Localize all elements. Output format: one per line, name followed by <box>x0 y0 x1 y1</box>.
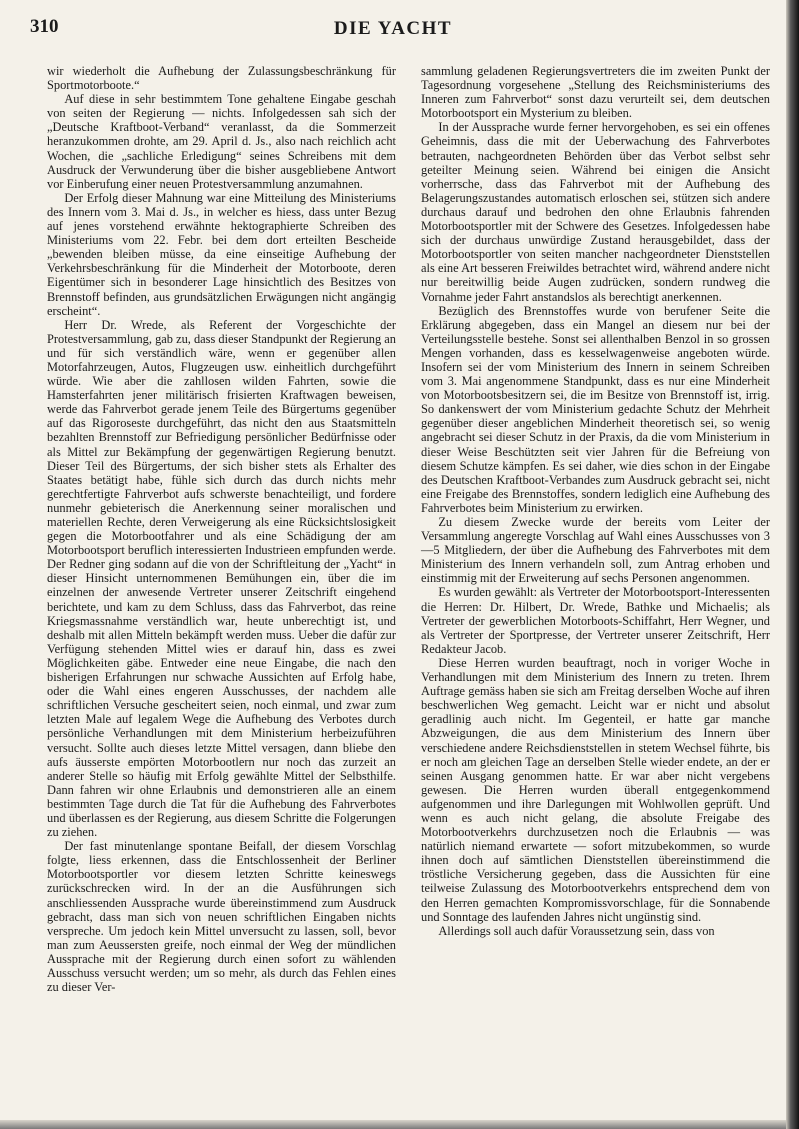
right-paragraph: Allerdings soll auch dafür Voraussetzung sein, dass von <box>438 923 715 938</box>
right-paragraph: Zu diesem Zwecke wurde der bereits vom Leiter der Versammlung angeregte Vorschlag auf Wahl eines Ausschusses von 3—5 Mitgliedern, der über die Aufhebung des Fahrverbotes mit dem Ministerium des Innern verhandeln soll, zum Antrag erhoben und einstimmig mit der Erweiterung auf sechs Personen angenommen. <box>421 515 770 586</box>
page-edge-shadow <box>786 0 799 1129</box>
running-head-title: DIE YACHT <box>333 18 453 39</box>
right-column <box>421 64 770 938</box>
left-paragraph: Herr Dr. Wrede, als Referent der Vorgeschichte der Protestversammlung, gab zu, dass dieser Standpunkt der Regierung an und für sich verständlich wäre, wenn er gegenüber allen Motorfahrzeugen, Autos, Flugzeugen usw. einheitlich durchgeführt würde. Wie aber die zahllosen wilden Fahrten, sowie die Hamsterfahrten jener militärisch frisierten Kraftwagen beweisen, werde das Fahrverbot gerade jenem Teile des Bürgertums gegenüber auf das Rigoroseste durchgeführt, das nicht den aus Staatsmitteln bezahlten Brennstoff zur Befriedigung persönlicher Bedürfnisse oder als Mittel zur Bekämpfung der gegenwärtigen Regierung benutzt. Dieser Teil des Bürgertums, der sich bisher stets als Erhalter des Staates betätigt habe, fühle sich durch das durch nichts mehr gerechtfertigte Fahrverbot aufs schwerste benachteiligt, und fordere nunmehr gebieterisch die Anerkennung seiner moralischen und materiellen Rechte, deren Verweigerung als eine Rücksichtslosigkeit gegen die Motorbootfahrer und als eine Schädigung der am Motorbootsport beruflich interessierten Industrieen empfunden werde. Der Redner ging sodann auf die von der Schriftleitung der „Yacht“ in dieser Hinsicht unternommenen Bemühungen ein, über die im einzelnen der anwesende Vertreter unserer Zeitschrift eingehend berichtete, und kam zu dem Schluss, dass das Fahrverbot, das reine Kriegsmassnahme verständlich war, heute unberechtigt ist, und deshalb mit allen Mitteln bekämpft werden muss. Ueber die dafür zur Verfügung stehenden Mittel wies er darauf hin, dass es zwei Möglichkeiten gäbe. Entweder eine neue Eingabe, die nach den bisherigen Erfahrungen nur schwache Aussichten auf Erfolg habe, oder die Wahl eines engeren Ausschusses, der nachdem alle schriftlichen Versuche gescheitert seien, noch einmal, und zwar zum letzten Male auf legalem Wege die Aufhebung des Verbotes durch persönliche Verhandlungen mit dem Ministerium herbeizuführen versucht. Sollte auch dieses letzte Mittel versagen, dann bliebe den aufs äusserste empörten Motorbootlern nur noch das zurzeit an anderer Stelle so häufig mit Erfolg gewählte Mittel der Selbsthilfe. Dann fahren wir ohne Erlaubnis und demonstrieren alle an einem bestimmten Tage durch die Tat für die Aufhebung des Fahrverbotes und überlassen es der Regierung, aus diesem Schritte die Folgerungen zu ziehen. <box>47 317 396 840</box>
page-bottom-edge <box>0 1120 786 1129</box>
right-paragraph: In der Aussprache wurde ferner hervorgehoben, es sei ein offenes Geheimnis, dass die mit der Ueberwachung des Fahrverbotes betrauten, nachgeordneten Behörden über das Verbot selbst sehr geteilter Meinung seien. Während bei einigen die Ansicht vorherrsche, dass das Fahrverbot mit der Aufhebung des Belagerungszustandes automatisch erloschen sei, stützen sich andere durchaus darauf und bedrohen den ohne Erlaubnis fahrenden Motorbootsportler mit der Schwere des Gesetzes. Infolgedessen habe sich der durchaus unwürdige Zustand herausgebildet, dass der Motorbootsportler von seiten mancher nachgeordneter Dienststellen als eine Art besseren Freiwildes betrachtet wird, während andere nicht nur bereitwillig beide Augen zudrücken, sondern rundweg die Vornahme jeder Fahrt anstandslos als berechtigt anerkennen. <box>421 120 770 304</box>
left-column <box>47 64 396 994</box>
left-paragraph: wir wiederholt die Aufhebung der Zulassungsbeschränkung für Sportmotorboote.“ <box>47 64 396 93</box>
right-paragraph: Bezüglich des Brennstoffes wurde von berufener Seite die Erklärung abgegeben, dass ein Mangel an diesem nur bei der Verteilungsstelle bestehe. Sonst sei allenthalben Benzol in so grossen Mengen vorhanden, dass es kesselwagenweise angeboten würde. Insofern sei der vom Ministerium des Innern in seinem Schreiben vom 3. Mai angenommene Standpunkt, dass es nur eine Minderheit von Motorbootsbesitzern sei, die im Besitze von Brennstoff ist, irrig. So dankenswert der vom Ministerium gedachte Schutz der Mehrheit gegenüber dieser angeblichen Minderheit theoretisch sei, so wenig angebracht sei dieser Schutz in der Praxis, da die vom Ministerium in dieser Weise Beschützten seit vier Jahren für die Befreiung von diesem Schutze kämpfen. Es sei daher, wie dies schon in der Eingabe des Deutschen Kraftboot-Verbandes zum Ausdruck gebracht sei, nicht eine Freigabe des Brennstoffes, sondern lediglich eine Aufhebung des Fahrverbotes beim Ministerium zu erwirken. <box>421 303 770 515</box>
left-paragraph: Der Erfolg dieser Mahnung war eine Mitteilung des Ministeriums des Innern vom 3. Mai d. Js., in welcher es hiess, dass unter Bezug auf jenes vorstehend erwähnte hektographierte Schreiben des Ministeriums vom 22. Febr. bei dem dort erteilten Bescheide „bewenden bleiben müsse, da eine einseitige Aufhebung der Verkehrsbeschränkung für die Minderheit der Motorboote, deren Eigentümer sich in besonderer Lage hinsichtlich des Besitzes von Brennstoff befinden, aus grundsätzlichen Erwägungen nicht angängig erscheint“. <box>47 190 396 318</box>
right-paragraph: Es wurden gewählt: als Vertreter der Motorbootsport-Interessenten die Herren: Dr. Hilbert, Dr. Wrede, Bathke und Michaelis; als Vertreter der gewerblichen Motorboots-Schiffahrt, Herr Wegner, und als Vertreter der Sportpresse, der Vertreter unserer Zeitschrift, Herr Redakteur Jacob. <box>421 585 770 656</box>
right-paragraph: sammlung geladenen Regierungsvertreters die im zweiten Punkt der Tagesordnung vorgesehene „Stellung des Reichsministeriums des Inneren zum Fahrverbot“ sonst dazu verurteilt sei, dem deutschen Motorbootsport ein Mysterium zu bleiben. <box>421 64 770 121</box>
page-number: 310 <box>30 16 59 37</box>
left-paragraph: Der fast minutenlange spontane Beifall, der diesem Vorschlag folgte, liess erkennen, dass die Entschlossenheit der Berliner Motorbootsportler vor diesem letzten Schritte keineswegs zurückschrecken wird. In der an die Ausführungen sich anschliessenden Aussprache wurde übereinstimmend zum Ausdruck gebracht, dass man sich von neuen schriftlichen Eingaben nichts verspreche. Um jedoch kein Mittel unversucht zu lassen, soll, bevor man zum Aeussersten greife, noch einmal der Weg der mündlichen Aussprache mit der Regierung durch einen sofort zu wählenden Ausschuss versucht werden; um so mehr, als durch das Fehlen eines zu dieser Ver- <box>47 839 396 995</box>
left-paragraph: Auf diese in sehr bestimmtem Tone gehaltene Eingabe geschah von seiten der Regierung — nichts. Infolgedessen sah sich der „Deutsche Kraftboot-Verband“ veranlasst, da die Sommerzeit heranzukommen drohte, am 29. April d. Js., also nach reichlich acht Wochen, die „sachliche Erledigung“ seines Schreibens mit dem Ausdruck der Verwunderung über die bisher ausgebliebene Antwort vor Einberufung einer neuen Protestversammlung anzumahnen. <box>47 92 396 191</box>
right-paragraph: Diese Herren wurden beauftragt, noch in voriger Woche in Verhandlungen mit dem Ministerium des Innern zu treten. Ihrem Auftrage gemäss haben sie sich am Freitag derselben Woche auf ihren beschwerlichen Weg gemacht. Leicht war er nicht und absolut geradlinig auch nicht. Im Gegenteil, er hatte gar manche Abzweigungen, die aus dem Ministerium des Innern über verschiedene andere Reichsdienststellen in stetem Wechsel führte, bis er noch am gleichen Tage an derselben Stelle wieder endete, an der er seinen Ausgang genommen hatte. Er war aber nicht vergebens gewesen. Die Herren wurden überall entgegenkommend aufgenommen und ihre Darlegungen mit Wohlwollen geprüft. Und wenn es auch nicht gelang, die absolute Freigabe des Motorbootverkehrs durchzusetzen noch die Erlaubnis — was natürlich niemand erwartete — sofort mitzubekommen, so wurde ihnen doch auf sämtlichen Dienststellen übereinstimmend die tröstliche Versicherung gegeben, dass die Aussichten für eine teilweise Zulassung des Motorbootverkehrs entsprechend dem von den Herren gemachten Kompromissvorschlage, für die Sonnabende und Sonntage des laufenden Jahres nicht ungünstig sind. <box>421 655 770 924</box>
